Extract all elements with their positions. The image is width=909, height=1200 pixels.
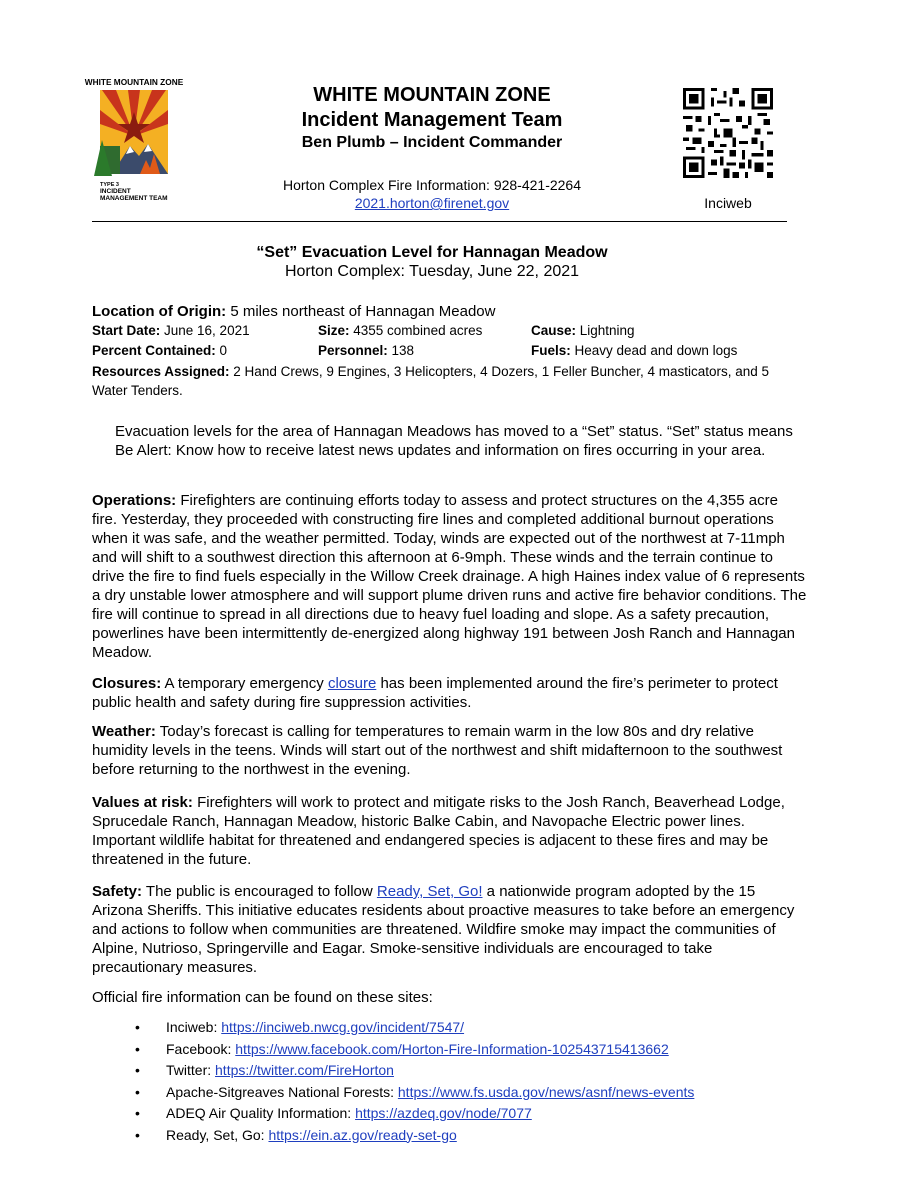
ready-set-go-link[interactable]: Ready, Set, Go!: [376, 883, 483, 900]
personnel-label: Personnel:: [318, 343, 388, 358]
list-item: • Inciweb: https://inciweb.nwcg.gov/incident/7547/: [135, 1017, 694, 1039]
official-info-intro: Official fire information can be found on these sites:: [92, 989, 433, 1006]
safety-label: Safety:: [92, 883, 143, 900]
bullet-icon: •: [135, 1062, 140, 1078]
list-item: • Ready, Set, Go: https://ein.az.gov/ready-set-go: [135, 1125, 694, 1147]
operations-paragraph: [92, 491, 807, 662]
origin-value: 5 miles northeast of Hannagan Meadow: [226, 303, 496, 320]
weather-paragraph: [92, 722, 807, 779]
evacuation-intro: Evacuation levels for the area of Hannagan Meadows has moved to a “Set” status. “Set” status means Be Alert: Know how to receive latest news updates and information on fires occurring in your area.: [115, 423, 793, 459]
closures-paragraph: Closures: A temporary emergency closure has been implemented around the fire’s perimeter to protect public health and safety during fire suppression activities.: [92, 675, 778, 711]
operations-label: Operations:: [92, 492, 177, 509]
cause-value: Lightning: [576, 323, 635, 338]
fire-size: [318, 323, 482, 338]
official-links-list: [135, 1017, 694, 1146]
closure-link[interactable]: closure: [327, 675, 377, 692]
contained-value: 0: [215, 343, 228, 358]
bullet-icon: •: [135, 1083, 140, 1100]
adeq-link[interactable]: https://azdeq.gov/node/7077: [355, 1105, 532, 1121]
fuels-label: Fuels:: [531, 343, 571, 358]
origin-label: Location of Origin:: [92, 303, 227, 320]
resources-assigned: [92, 362, 792, 400]
size-label: Size:: [318, 323, 350, 338]
size-value: 4355 combined acres: [349, 323, 483, 338]
cause-label: Cause:: [531, 323, 577, 338]
zone-title: WHITE MOUNTAIN ZONE: [313, 84, 551, 106]
values-label: Values at risk:: [92, 794, 193, 811]
fuels-value: Heavy dead and down logs: [570, 343, 738, 358]
safety-paragraph: Safety: The public is encouraged to follow Ready, Set, Go! a nationwide program adopted by the 15 Arizona Sheriffs. This initiative educates residents about proactive measures to take before an emergency and actions to follow when communities are threatened. Wildfire smoke may impact the communities of Alpine, Nutrioso, Springerville and Eagar. Smoke-sensitive individuals are encouraged to take precautionary measures.: [92, 883, 795, 976]
values-at-risk-paragraph: [92, 793, 807, 869]
closures-label: Closures:: [92, 675, 162, 692]
operations-text: Firefighters are continuing efforts today to assess and protect structures on the 4,355 acre fire. Yesterday, they proceeded with constructing fire lines and completed additional burnout operations when it was safe, and the weather permitted. Today, winds are expected out of the northwest at 7-11mph and will shift to a southwest direction this afternoon at 6-9mph. These winds and the terrain continue to drive the fire to find fuels especially in the Willow Creek drainage. A high Haines index value of 6 represents a dry unstable lower atmosphere and will support plume driven runs and active fire behavior conditions. The fire will continue to spread in all directions due to heavy fuel loading and slope. As a safety precaution, powerlines have been intermittently de-energized along highway 191 between Josh Ranch and Hannagan Meadow.: [92, 492, 807, 661]
list-item: • Twitter: https://twitter.com/FireHorton: [135, 1060, 694, 1082]
list-item: • ADEQ Air Quality Information: https://azdeq.gov/node/7077: [135, 1103, 694, 1125]
contained-label: Percent Contained:: [92, 343, 216, 358]
weather-text: Today’s forecast is calling for temperatures to remain warm in the low 80s and dry relative humidity levels in the teens. Winds will start out of the northwest and shift midafternoon to the southwest before returning to the northwest in the evening.: [92, 723, 783, 778]
personnel-value: 138: [387, 343, 415, 358]
list-item: • Facebook: https://www.facebook.com/Horton-Fire-Information-102543715413662: [135, 1039, 694, 1061]
svg-text:TYPE 3: TYPE 3: [100, 182, 119, 188]
resources-value: 2 Hand Crews, 9 Engines, 3 Helicopters, 4 Dozers, 1 Feller Buncher, 4 masticators, and 5 Water Tenders.: [92, 364, 770, 398]
bullet-icon: •: [135, 1040, 140, 1057]
team-title: Incident Management Team: [301, 109, 563, 131]
values-text: Firefighters will work to protect and mitigate risks to the Josh Ranch, Beaverhead Lodge, Sprucedale Ranch, Hannagan Meadow, historic Balke Cabin, and Navopache Electric power lines. Important wildlife habitat for threatened and endangered species is adjacent to these fires and may be threatened in the future.: [92, 794, 785, 868]
fire-information-phone: Horton Complex Fire Information: 928-421-2264: [282, 177, 582, 193]
resources-label: Resources Assigned:: [92, 364, 230, 379]
bullet-icon: •: [135, 1019, 140, 1035]
incident-commander: Ben Plumb – Incident Commander: [301, 134, 563, 151]
qr-code-icon[interactable]: [683, 88, 773, 178]
svg-text:INCIDENT: INCIDENT: [100, 188, 131, 195]
inciweb-link[interactable]: https://inciweb.nwcg.gov/incident/7547/: [221, 1019, 465, 1035]
email-line: [232, 195, 632, 211]
qr-code-label: Inciweb: [704, 195, 752, 211]
national-forests-link[interactable]: https://www.fs.usda.gov/news/asnf/news-events: [397, 1083, 695, 1100]
start-date: [92, 323, 250, 338]
logo-top-text: WHITE MOUNTAIN ZONE: [84, 77, 184, 87]
twitter-link[interactable]: https://twitter.com/FireHorton: [215, 1062, 394, 1078]
personnel: [318, 343, 414, 358]
bullet-icon: •: [135, 1126, 140, 1143]
svg-text:MANAGEMENT TEAM: MANAGEMENT TEAM: [100, 195, 168, 202]
header-divider: [92, 221, 787, 222]
document-subtitle: Horton Complex: Tuesday, June 22, 2021: [284, 263, 580, 280]
white-mountain-zone-logo: [84, 76, 184, 206]
facebook-link[interactable]: https://www.facebook.com/Horton-Fire-Information-102543715413662: [235, 1040, 669, 1057]
percent-contained: [92, 343, 227, 358]
location-of-origin: [92, 303, 495, 320]
list-item: • Apache-Sitgreaves National Forests: https://www.fs.usda.gov/news/asnf/news-events: [135, 1082, 694, 1104]
ready-set-go-site-link[interactable]: https://ein.az.gov/ready-set-go: [268, 1126, 457, 1143]
fuels: [531, 343, 737, 358]
weather-label: Weather:: [92, 723, 156, 740]
fire-cause: [531, 323, 635, 338]
start-date-label: Start Date:: [92, 323, 161, 338]
bullet-icon: •: [135, 1105, 140, 1121]
document-title: “Set” Evacuation Level for Hannagan Meadow: [256, 244, 608, 261]
start-date-value: June 16, 2021: [160, 323, 250, 338]
email-link[interactable]: 2021.horton@firenet.gov: [354, 195, 510, 211]
